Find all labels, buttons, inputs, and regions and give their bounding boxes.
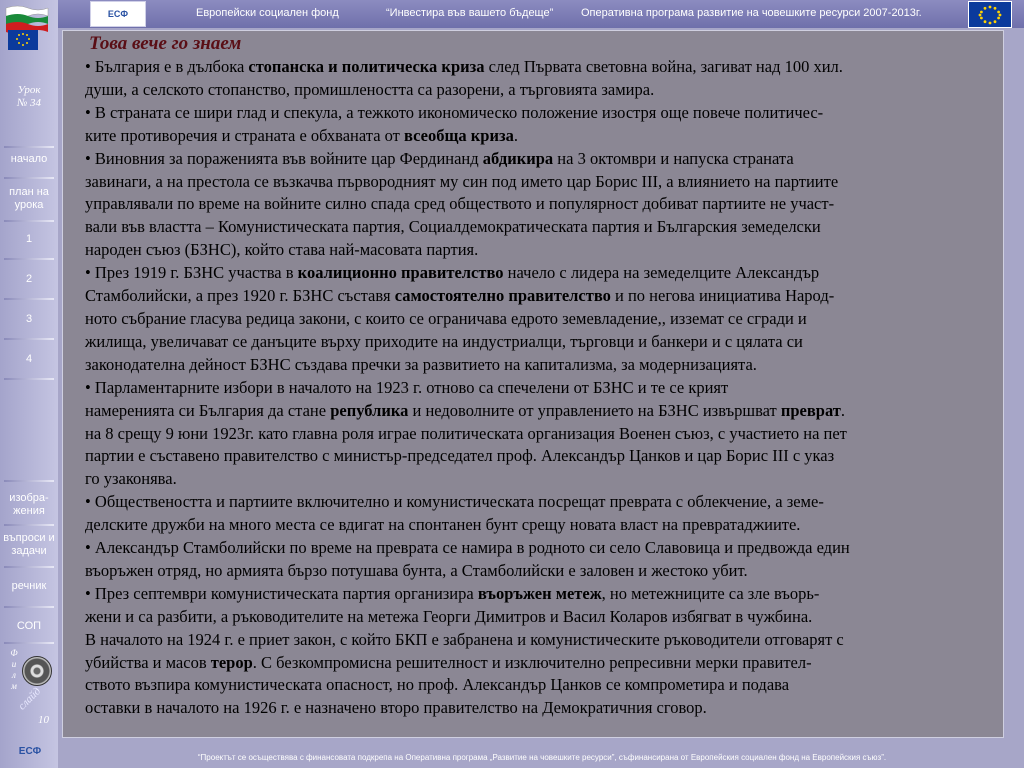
text-run: жилища, увеличават се данъците върху приходите на индустриалци, търговци и банкери и с цялата си [85, 331, 803, 351]
nav-lesson-plan[interactable]: план на урока [9, 186, 49, 211]
lesson-label [6, 84, 52, 110]
text-run: намеренията си България да стане [85, 400, 331, 420]
header-slogan: “Инвестира във вашето бъдеще” [386, 7, 554, 19]
text-line [85, 445, 1004, 468]
text-run: • България е в дълбока [85, 57, 249, 76]
text-line [85, 491, 1004, 514]
nav-section-3[interactable]: 3 [25, 313, 33, 325]
text-line [85, 400, 1004, 423]
text-run: • Обществеността и партиите включително и комунистическата посрещат преврата с облекчение, а земе- [85, 492, 824, 512]
text-run: оставки в началото на 1926 г. е назначено второ правителство на Демократичния сговор. [85, 698, 707, 718]
text-run: вали във властта – Комунистическата партия, Социалдемократическата партия и Българския земеделски [85, 217, 821, 237]
nav-divider [4, 566, 54, 568]
text-line [85, 377, 1004, 400]
film-label[interactable] [8, 648, 20, 692]
film-letter: м [11, 681, 17, 691]
text-run: • Виновния за пораженията във войните цар Фердинанд [85, 148, 483, 168]
bold-term: терор [210, 652, 253, 672]
nav-glossary[interactable]: речник [11, 580, 47, 592]
text-line [85, 193, 1004, 216]
nav-divider [4, 606, 54, 608]
text-run: след Първата световна война, загиват над 100 хил. [484, 57, 843, 76]
text-line [85, 354, 1004, 377]
nav-divider [4, 146, 54, 148]
text-line [85, 171, 1004, 194]
text-run: • През 1919 г. БЗНС участва в [85, 263, 298, 283]
text-line [85, 606, 1004, 629]
nav-divider [4, 177, 54, 179]
bold-term: самостоятелно правителство [394, 286, 611, 306]
text-run: и недоволните от управлението на БЗНС извършват [408, 400, 781, 420]
text-run: души, а селското стопанство, промишлеността са разорени, а търговията замира. [85, 79, 655, 99]
text-line [85, 102, 1004, 125]
film-letter: л [12, 670, 16, 680]
nav-divider [4, 524, 54, 526]
text-run: и по негова инициатива Народ- [610, 286, 835, 306]
sidebar [0, 0, 58, 768]
esf-logo-text: ЕСФ [107, 9, 129, 19]
text-run: го узаконява. [85, 469, 177, 489]
bold-term: преврат [780, 400, 841, 420]
slide-body-text [85, 56, 1004, 720]
slide-label: слайд [16, 685, 44, 713]
text-run: . [513, 125, 518, 145]
nav-questions[interactable]: въпроси и задачи [3, 532, 55, 557]
text-run: • Парламентарните избори в началото на 1923 г. отново са спечелени от БЗНС и те се крият [85, 377, 729, 397]
nav-divider [4, 298, 54, 300]
nav-divider [4, 480, 54, 482]
text-line [85, 514, 1004, 537]
text-line [85, 560, 1004, 583]
text-run: завинаги, а на престола се възкачва първородният му син под името цар Борис III, а влиянието на партиите [85, 171, 839, 191]
nav-divider [4, 642, 54, 644]
esf-logo-text: ЕСФ [18, 745, 42, 757]
text-line [85, 629, 1004, 652]
text-run: начело с лидера на земеделците Александър [503, 263, 820, 283]
text-run: делските дружби на много места се вдигат на спонтанен бунт срещу новата власт на превратаджиите. [85, 515, 801, 535]
text-line [85, 285, 1004, 308]
header-fund-name: Европейски социален фонд [196, 7, 339, 19]
top-banner [0, 0, 1024, 28]
bold-term: република [330, 400, 409, 420]
nav-sop[interactable]: СОП [16, 620, 42, 632]
text-line [85, 697, 1004, 720]
text-line [85, 423, 1004, 446]
bold-term: стопанска и политическа криза [248, 57, 485, 76]
text-line [85, 239, 1004, 262]
text-line [85, 216, 1004, 239]
text-run: жени и са разбити, а ръководителите на метежа Георги Димитров и Васил Коларов избягват в чужбина. [85, 606, 813, 626]
nav-section-1[interactable]: 1 [25, 233, 33, 245]
text-line [85, 56, 1004, 79]
text-run: народен съюз (БЗНС), който става най-масовата партия. [85, 240, 479, 260]
nav-images[interactable]: изобра-жения [9, 492, 49, 517]
slide-content-panel [62, 30, 1004, 738]
eu-flag-icon [968, 1, 1012, 28]
text-run: . С безкомпромисна решителност и изключително репресивни мерки правител- [252, 652, 812, 672]
text-run: партии е съставено правителство с министър-председател проф. Александър Цанков и цар Борис III с указ [85, 446, 835, 466]
text-run: на 3 октомври и напуска страната [553, 148, 794, 168]
text-line [85, 468, 1004, 491]
text-line [85, 79, 1004, 102]
text-run: Стамболийски, а през 1920 г. БЗНС съставя [85, 286, 395, 306]
text-run: В началото на 1924 г. е приет закон, с който БКП е забранена и комунистическите ръководители отговарят с [85, 629, 844, 649]
esf-logo [90, 1, 146, 27]
text-run: • В страната се шири глад и спекула, а тежкото икономическо положение изостря още повече политичес- [85, 102, 824, 122]
bold-term: абдикира [482, 148, 554, 168]
bold-term: коалиционно правителство [297, 263, 504, 283]
bold-term: въоръжен метеж [477, 583, 602, 603]
slide-number: 10 [38, 714, 49, 726]
text-run: на 8 срещу 9 юни 1923г. като главна роля играе политическата организация Военен съюз, с участието на пет [85, 423, 847, 443]
nav-divider [4, 338, 54, 340]
bulgaria-eu-flag-icon [4, 4, 50, 52]
nav-divider [4, 258, 54, 260]
text-run: ството възпира комунистическата опасност, но проф. Александър Цанков се компрометира и подава [85, 675, 790, 695]
text-run: . [840, 400, 846, 420]
text-run: законодателна дейност БЗНС създава пречки за развитието на капитализма, за модернизацията. [85, 354, 757, 374]
nav-section-2[interactable]: 2 [25, 273, 33, 285]
text-run: убийства и масов [85, 652, 211, 672]
nav-divider [4, 220, 54, 222]
film-reel-icon[interactable] [22, 656, 52, 686]
text-line [85, 674, 1004, 697]
text-run: ното събрание гласува редица закони, с които се ограничава едрото земевладение,, изземат се сгради и [85, 308, 807, 328]
text-line [85, 262, 1004, 285]
esf-logo [8, 738, 52, 764]
text-run: ките противоречия и страната е обхваната от [85, 125, 405, 145]
text-run: , но метежниците са зле въорь- [601, 583, 820, 603]
text-line [85, 148, 1004, 171]
text-line [85, 331, 1004, 354]
text-run: • Александър Стамболийски по време на преврата се намира в родното си село Славовица и предвожда един [85, 538, 850, 558]
bold-term: всеобща криза [404, 125, 514, 145]
text-line [85, 308, 1004, 331]
slide-title: Това вече го знаем [89, 33, 242, 54]
text-run: • През септември комунистическата партия организира [85, 583, 478, 603]
nav-section-4[interactable]: 4 [25, 353, 33, 365]
film-letter: и [11, 659, 17, 669]
text-line [85, 652, 1004, 675]
header-program: Оперативна програма развитие на човешките ресурси 2007-2013г. [581, 7, 922, 19]
text-line [85, 125, 1004, 148]
text-line [85, 583, 1004, 606]
text-line [85, 537, 1004, 560]
text-run: управлявали по време на войните силно спада сред обществото и популярност добиват партиите не участ- [85, 194, 835, 214]
nav-home[interactable]: начало [10, 153, 48, 165]
lesson-word: Урок [17, 84, 41, 96]
footer-funding-note: “Проектът се осъществява с финансовата подкрепа на Оперативна програма „Развитие на човешките ресурси”, съфинансирана от Европейския социален фонд на Европейския съюз”. [197, 753, 887, 762]
film-letter: Ф [10, 648, 18, 658]
text-run: въоръжен отряд, но армията бързо потушава бунта, а Стамболийски е заловен и жестоко убит. [85, 560, 748, 580]
lesson-number: № 34 [16, 97, 42, 109]
nav-divider [4, 378, 54, 380]
